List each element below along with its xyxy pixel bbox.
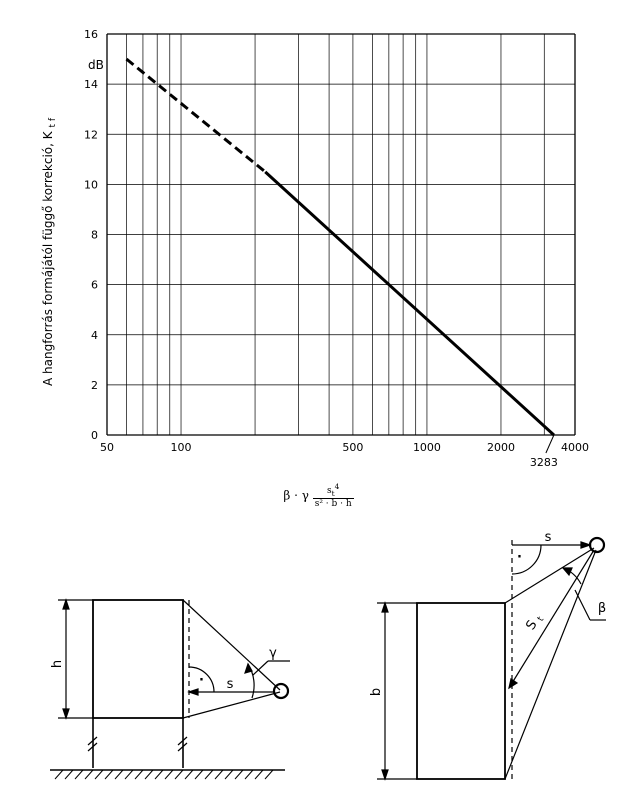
x-tick-label: 4000 (561, 441, 589, 454)
gamma-label: γ (269, 646, 277, 661)
x-axis-title (0, 482, 637, 509)
annotation-text: 3283 (529, 456, 558, 469)
right-angle-dot-right: · (517, 550, 522, 565)
chart-grid (107, 34, 575, 435)
x-tick-label: 100 (170, 441, 192, 454)
beta-leader (575, 590, 590, 620)
sound-source-left (274, 684, 288, 698)
h-arrow-bottom (63, 709, 69, 718)
ground-hatch (55, 770, 273, 779)
y-axis-title-text: A hangforrás formájától függő korrekció, K (41, 131, 55, 387)
h-arrow-top (63, 600, 69, 609)
ray-bottom (183, 692, 280, 718)
right-angle-dot-left: · (199, 673, 204, 688)
chart-series (126, 59, 553, 435)
h-label: h (50, 659, 65, 669)
y-tick-label: 8 (91, 228, 98, 242)
svg-text:S t (523, 611, 546, 634)
gamma-leader (253, 661, 268, 675)
building-plan (417, 603, 505, 779)
x-tick-label: 500 (342, 441, 364, 454)
gamma-arrow (245, 664, 252, 673)
st-label-main: S (523, 617, 541, 633)
x-tick-label: 2000 (486, 441, 515, 454)
annotation-3283 (530, 435, 558, 469)
diagram-left (50, 600, 290, 779)
x-tick-label: 1000 (412, 441, 441, 454)
s-label-right: s (544, 530, 552, 545)
y-tick-label: 4 (91, 328, 98, 342)
y-tick-label: 12 (84, 128, 98, 142)
b-label: b (369, 687, 384, 697)
s-arrow-left (189, 689, 198, 695)
x-axis-title-denominator: s² · b · h (314, 498, 352, 509)
annotation-leader (546, 435, 554, 453)
y-tick-label: 14 (84, 78, 98, 92)
y-axis-title-sub: t f (48, 117, 58, 128)
chart-tick-labels (84, 28, 589, 454)
s-label-left: s (226, 677, 234, 692)
y-axis-title (41, 117, 58, 386)
st-label-sub: t (535, 615, 547, 624)
s-arrow-right-end (581, 542, 590, 548)
st-arrow (509, 679, 517, 688)
svg-text:A hangforrás formájától függő (41, 117, 58, 386)
b-arrow-bottom (382, 770, 388, 779)
y-tick-label: 6 (91, 278, 98, 292)
series-line-dashed (126, 59, 265, 172)
y-tick-label: 10 (84, 178, 98, 192)
st-line (509, 550, 594, 688)
y-tick-label: 0 (91, 429, 98, 442)
series-line-solid (265, 172, 554, 435)
y-unit-label: dB (88, 58, 104, 72)
building-front (93, 600, 183, 718)
x-axis-title-prefix: β · γ (283, 488, 309, 503)
sound-source-right (590, 538, 604, 552)
x-axis-title-numerator: $s_t^4$ (313, 482, 354, 499)
beta-label: β (597, 601, 607, 616)
ray-to-bottom (505, 550, 596, 779)
y-tick-label: 16 (84, 28, 98, 41)
b-arrow-top (382, 603, 388, 612)
y-tick-label: 2 (91, 378, 98, 392)
st-label (523, 611, 546, 634)
x-tick-label: 50 (100, 441, 114, 454)
x-axis-title-fraction (313, 482, 354, 509)
beta-arrow (563, 568, 572, 575)
diagram-right (377, 538, 606, 779)
